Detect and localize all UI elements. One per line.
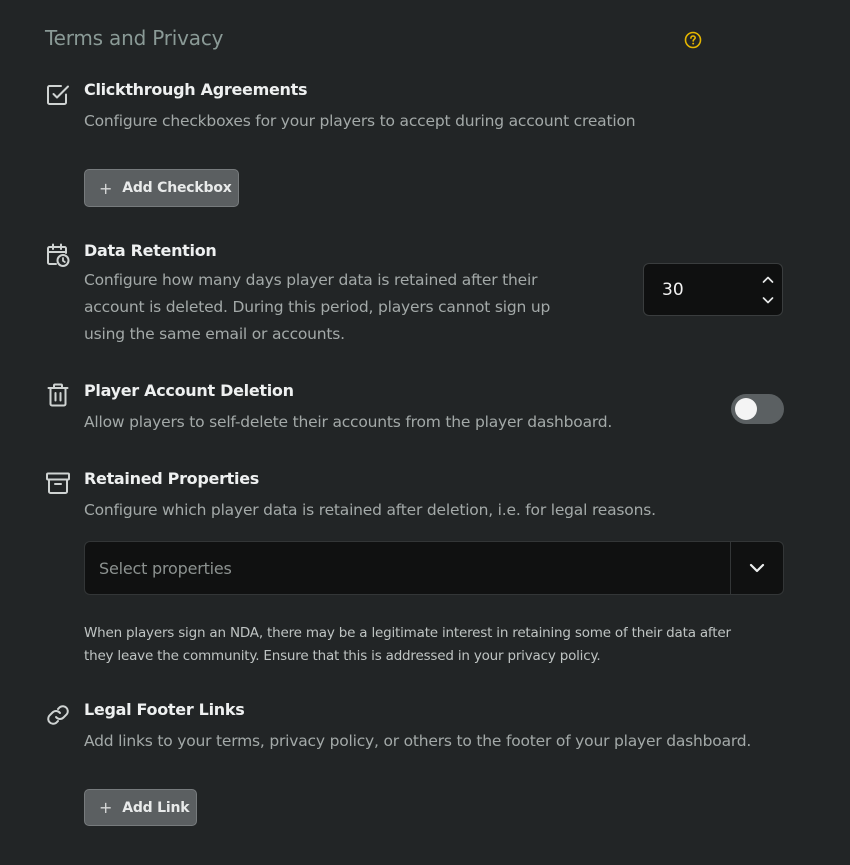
retention-days-value[interactable]: 30: [662, 280, 684, 300]
chevron-down-icon[interactable]: [760, 294, 776, 306]
add-checkbox-label: Add Checkbox: [122, 180, 232, 196]
footer-links-title: Legal Footer Links: [84, 700, 245, 719]
footer-links-description: Add links to your terms, privacy policy, or others to the footer of your player dashboard.: [84, 732, 752, 750]
page-title: Terms and Privacy: [45, 26, 224, 50]
chevron-up-icon[interactable]: [760, 274, 776, 286]
note-line: they leave the community. Ensure that this is addressed in your privacy policy.: [84, 648, 601, 664]
retention-description: [84, 267, 550, 348]
trash-icon: [45, 382, 71, 408]
add-checkbox-button[interactable]: [84, 169, 239, 207]
plus-icon: +: [99, 178, 113, 198]
retention-description-line: using the same email or accounts.: [84, 325, 345, 343]
deletion-title: Player Account Deletion: [84, 381, 294, 400]
archive-box-icon: [45, 470, 71, 496]
deletion-description: Allow players to self-delete their accounts from the player dashboard.: [84, 413, 613, 431]
select-properties-placeholder: Select properties: [99, 559, 232, 578]
retention-description-line: Configure how many days player data is retained after their: [84, 271, 538, 289]
note-line: When players sign an NDA, there may be a legitimate interest in retaining some of their data after: [84, 625, 731, 641]
retention-days-input[interactable]: [643, 263, 783, 316]
retained-properties-note: [84, 622, 774, 668]
clickthrough-title: Clickthrough Agreements: [84, 80, 308, 99]
retained-properties-description: Configure which player data is retained after deletion, i.e. for legal reasons.: [84, 501, 656, 519]
question-circle-icon[interactable]: [684, 31, 702, 49]
link-icon: [45, 702, 71, 728]
add-link-button[interactable]: [84, 789, 197, 826]
account-deletion-toggle[interactable]: [731, 394, 784, 424]
checkbox-icon: [45, 82, 71, 108]
plus-icon: +: [99, 798, 113, 817]
retention-title: Data Retention: [84, 241, 217, 260]
add-link-label: Add Link: [122, 799, 190, 816]
calendar-clock-icon: [45, 242, 71, 268]
select-properties-dropdown[interactable]: [84, 541, 784, 595]
retained-properties-title: Retained Properties: [84, 469, 259, 488]
clickthrough-description: Configure checkboxes for your players to accept during account creation: [84, 112, 636, 130]
select-divider: [730, 542, 731, 594]
retention-description-line: account is deleted. During this period, players cannot sign up: [84, 298, 551, 316]
chevron-down-icon[interactable]: [747, 558, 767, 578]
toggle-knob: [735, 398, 757, 420]
